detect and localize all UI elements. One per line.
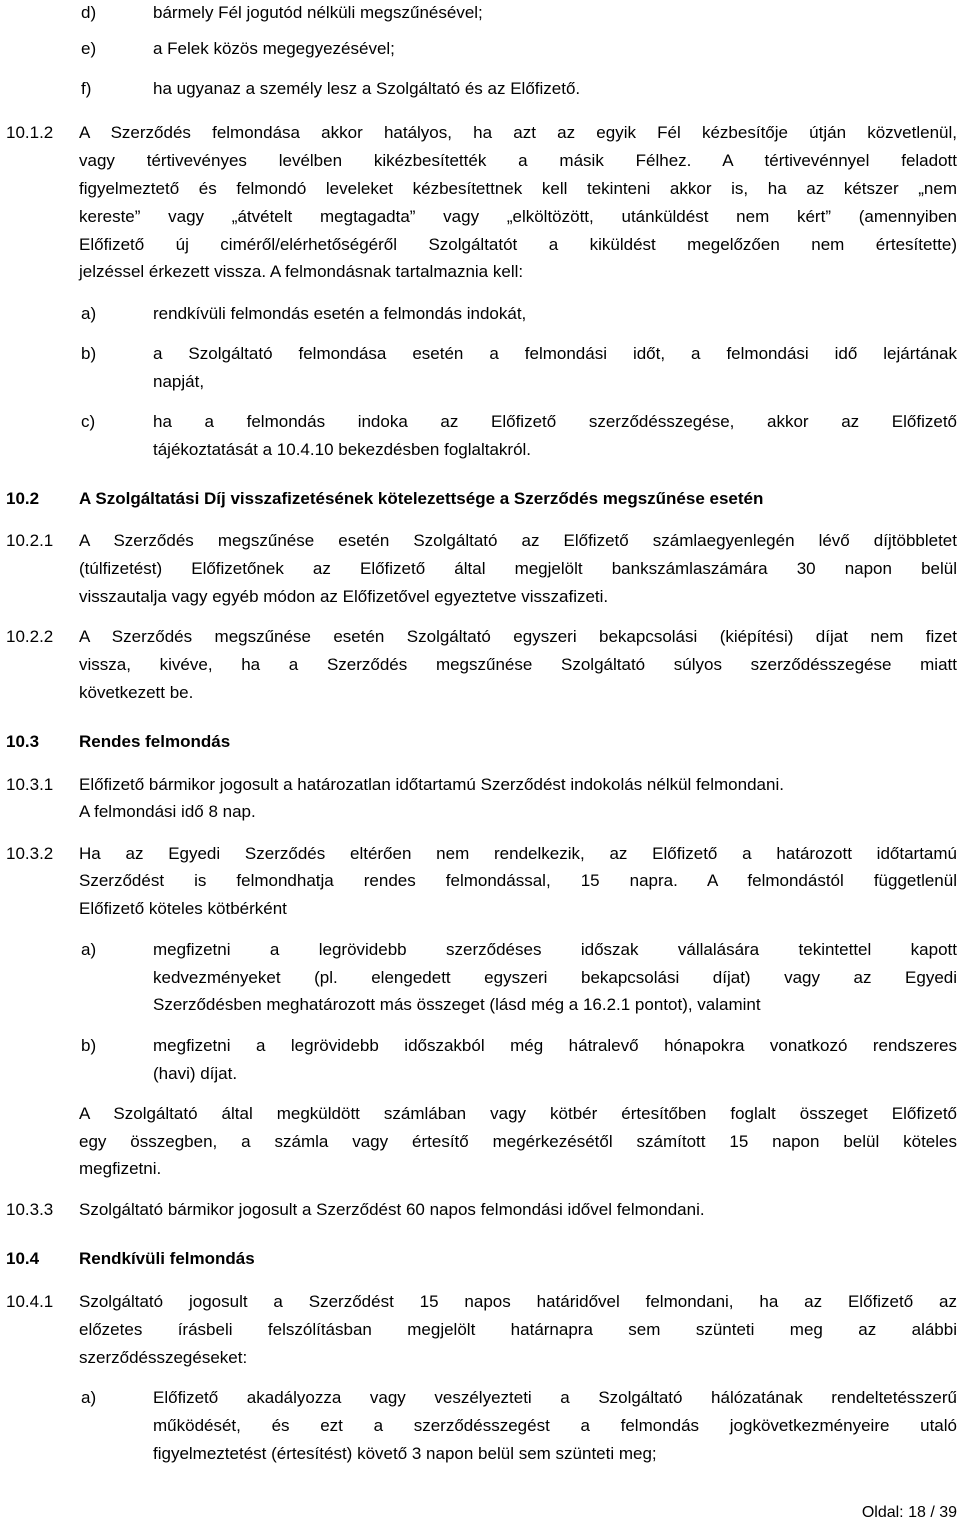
paragraph-line xyxy=(0,233,960,257)
paragraph-line xyxy=(0,1318,960,1342)
paragraph-text: jelzéssel érkezett vissza. A felmondásnak tartalmaznia kell: xyxy=(79,262,524,281)
item-text: a Felek közös megegyezésével; xyxy=(153,39,395,58)
paragraph-line xyxy=(0,653,960,677)
item-text: ha a felmondás indoka az Előfizető szerződésszegése, akkor az Előfizető xyxy=(153,412,957,431)
page-number: Oldal: 18 / 39 xyxy=(861,1504,957,1521)
paragraph-text: figyelmeztető és felmondó leveleket kézbesítettnek kell tekinteni akkor is, ha az kétszer „nem xyxy=(79,179,957,198)
item-label: a) xyxy=(81,1388,97,1407)
paragraph-line xyxy=(0,842,960,866)
paragraph-text: megfizetni. xyxy=(79,1159,162,1178)
item-text: figyelmeztetést (értesítést) követő 3 napon belül sem szünteti meg; xyxy=(153,1444,657,1463)
list-item xyxy=(0,302,960,326)
item-label: c) xyxy=(81,412,96,431)
paragraph-line xyxy=(0,529,960,553)
section-number: 10.2.2 xyxy=(6,627,54,646)
section-number: 10.4.1 xyxy=(6,1292,54,1311)
item-label: d) xyxy=(81,3,97,22)
paragraph-text: A Szerződés felmondása akkor hatályos, ha azt az egyik Fél kézbesítője útján közvetlenül, xyxy=(79,123,957,142)
paragraph-line xyxy=(0,177,960,201)
item-text: ha ugyanaz a személy lesz a Szolgáltató és az Előfizető. xyxy=(153,79,581,98)
paragraph-text: Előfizető új ciméről/elérhetőségéről Szolgáltatót a kiküldést megelőzően nem értesítette) xyxy=(79,235,957,254)
paragraph-text: Előfizető köteles kötbérként xyxy=(79,899,287,918)
item-text: működését, és ezt a szerződésszegést a felmondás jogkövetkezményeire utaló xyxy=(153,1416,957,1435)
item-text: napját, xyxy=(153,372,205,391)
section-number: 10.3.1 xyxy=(6,775,54,794)
item-label: a) xyxy=(81,940,97,959)
paragraph-text: vissza, kivéve, ha a Szerződés megszűnése Szolgáltató súlyos szerződésszegése miatt xyxy=(79,655,957,674)
paragraph-line xyxy=(0,625,960,649)
paragraph-text: következett be. xyxy=(79,683,194,702)
item-text: a Szolgáltató felmondása esetén a felmondási időt, a felmondási idő lejártának xyxy=(153,344,957,363)
paragraph-line xyxy=(0,557,960,581)
section-heading xyxy=(0,730,960,754)
paragraph-line xyxy=(0,1130,960,1154)
section-number: 10.1.2 xyxy=(6,123,54,142)
list-item xyxy=(0,1442,960,1466)
list-item xyxy=(0,1414,960,1438)
list-item xyxy=(0,410,960,434)
section-title: A Szolgáltatási Díj visszafizetésének kötelezettsége a Szerződés megszűnése esetén xyxy=(79,489,764,508)
section-heading xyxy=(0,487,960,511)
list-item xyxy=(0,370,960,394)
paragraph-text: visszautalja vagy egyéb módon az Előfizetővel egyeztetve visszafizeti. xyxy=(79,587,609,606)
item-label: b) xyxy=(81,1036,97,1055)
paragraph-line xyxy=(0,773,960,797)
list-item xyxy=(0,1062,960,1086)
item-text: (havi) díjat. xyxy=(153,1064,238,1083)
item-label: e) xyxy=(81,39,97,58)
paragraph-text: A felmondási idő 8 nap. xyxy=(79,802,256,821)
paragraph-line xyxy=(0,1290,960,1314)
section-number: 10.2.1 xyxy=(6,531,54,550)
paragraph-line xyxy=(0,1198,960,1222)
list-item xyxy=(0,966,960,990)
paragraph-line xyxy=(0,800,960,824)
paragraph-text: Szerződést is felmondhatja rendes felmondással, 15 napra. A felmondástól függetlenül xyxy=(79,871,957,890)
item-text: Előfizető akadályozza vagy veszélyezteti a Szolgáltató hálózatának rendeltetésszerű xyxy=(153,1388,957,1407)
list-item xyxy=(0,938,960,962)
item-text: tájékoztatását a 10.4.10 bekezdésben foglaltakról. xyxy=(153,440,532,459)
paragraph-text: kereste” vagy „átvételt megtagadta” vagy „elköltözött, utánküldést nem kért” (amennyiben xyxy=(79,207,957,226)
paragraph-line xyxy=(0,1102,960,1126)
paragraph-line xyxy=(0,585,960,609)
section-number: 10.3 xyxy=(6,732,40,751)
paragraph-line xyxy=(0,681,960,705)
paragraph-line xyxy=(0,1346,960,1370)
list-item xyxy=(0,1,960,25)
item-text: megfizetni a legrövidebb időszakból még hátralevő hónapokra vonatkozó rendszeres xyxy=(153,1036,957,1055)
paragraph-text: A Szerződés megszűnése esetén Szolgáltató az Előfizető számlaegyenlegén lévő díjtöbbletet xyxy=(79,531,957,550)
section-number: 10.3.2 xyxy=(6,844,54,863)
paragraph-line xyxy=(0,121,960,145)
paragraph-text: Szolgáltató bármikor jogosult a Szerződést 60 napos felmondási idővel felmondani. xyxy=(79,1200,705,1219)
paragraph-text: egy összegben, a számla vagy értesítő megérkezésétől számított 15 napon belül köteles xyxy=(79,1132,957,1151)
paragraph-text: Szolgáltató jogosult a Szerződést 15 napos határidővel felmondani, ha az Előfizető az xyxy=(79,1292,957,1311)
paragraph-text: vagy tértivevényes levélben kikézbesítették a másik Félhez. A tértivevénnyel feladott xyxy=(79,151,957,170)
section-number: 10.2 xyxy=(6,489,40,508)
section-title: Rendkívüli felmondás xyxy=(79,1249,255,1268)
paragraph-text: Ha az Egyedi Szerződés eltérően nem rendelkezik, az Előfizető a határozott időtartamú xyxy=(79,844,957,863)
list-item xyxy=(0,993,960,1017)
paragraph-line xyxy=(0,1157,960,1181)
item-text: rendkívüli felmondás esetén a felmondás indokát, xyxy=(153,304,527,323)
item-text: kedvezményeket (pl. elengedett egyszeri bekapcsolási díjat) vagy az Egyedi xyxy=(153,968,957,987)
list-item xyxy=(0,77,960,101)
paragraph-line xyxy=(0,897,960,921)
paragraph-line xyxy=(0,205,960,229)
item-text: bármely Fél jogutód nélküli megszűnésével; xyxy=(153,3,483,22)
paragraph-text: szerződésszegéseket: xyxy=(79,1348,248,1367)
list-item xyxy=(0,1386,960,1410)
list-item xyxy=(0,1034,960,1058)
paragraph-text: Előfizető bármikor jogosult a határozatlan időtartamú Szerződést indokolás nélkül felmondani. xyxy=(79,775,784,794)
paragraph-line xyxy=(0,149,960,173)
paragraph-line xyxy=(0,869,960,893)
section-heading xyxy=(0,1247,960,1271)
list-item xyxy=(0,342,960,366)
section-title: Rendes felmondás xyxy=(79,732,231,751)
paragraph-text: (túlfizetést) Előfizetőnek az Előfizető által megjelölt bankszámlaszámára 30 napon belül xyxy=(79,559,957,578)
list-item xyxy=(0,37,960,61)
paragraph-text: A Szerződés megszűnése esetén Szolgáltató egyszeri bekapcsolási (kiépítési) díjat nem fizet xyxy=(79,627,957,646)
list-item xyxy=(0,438,960,462)
paragraph-line xyxy=(0,260,960,284)
section-number: 10.4 xyxy=(6,1249,40,1268)
paragraph-text: előzetes írásbeli felszólításban megjelölt határnapra sem szünteti meg az alábbi xyxy=(79,1320,957,1339)
item-label: a) xyxy=(81,304,97,323)
item-text: Szerződésben meghatározott más összeget (lásd még a 16.2.1 pontot), valamint xyxy=(153,995,761,1014)
item-label: b) xyxy=(81,344,97,363)
paragraph-text: A Szolgáltató által megküldött számlában vagy kötbér értesítőben foglalt összeget Előfizető xyxy=(79,1104,957,1123)
item-label: f) xyxy=(81,79,92,98)
item-text: megfizetni a legrövidebb szerződéses időszak vállalására tekintettel kapott xyxy=(153,940,957,959)
section-number: 10.3.3 xyxy=(6,1200,54,1219)
